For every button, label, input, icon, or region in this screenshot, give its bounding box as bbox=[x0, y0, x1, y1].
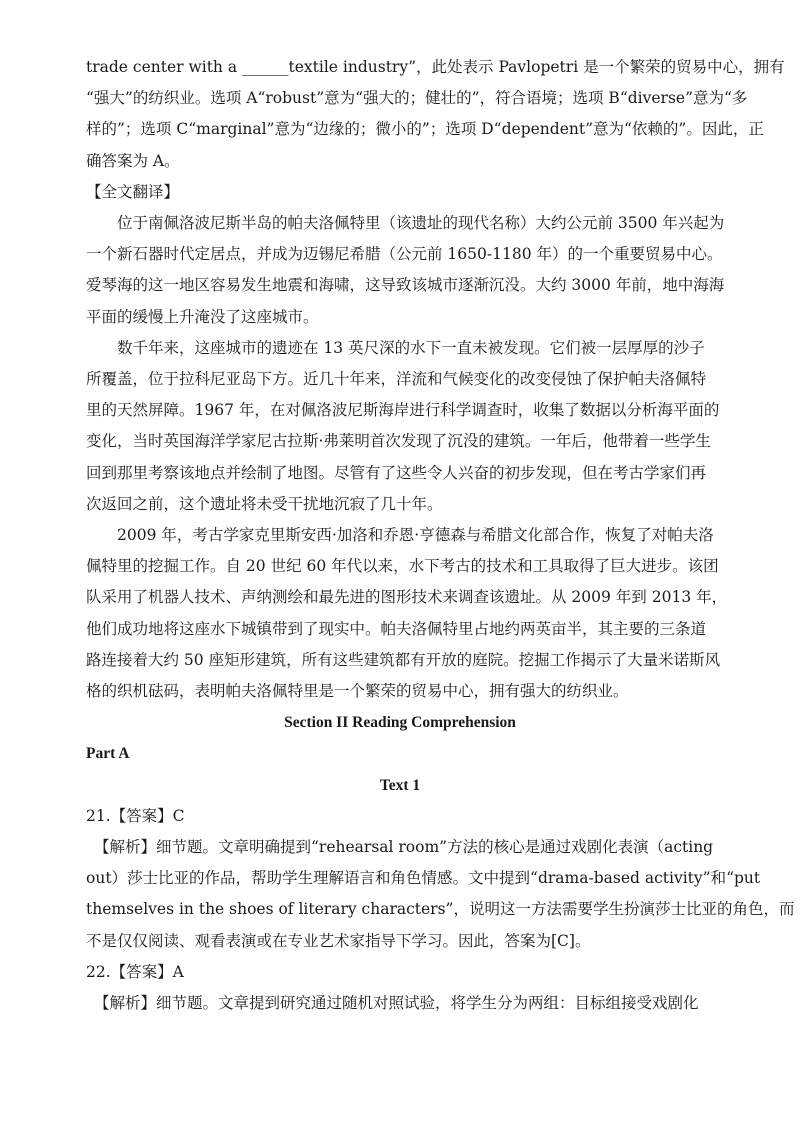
document-page bbox=[86, 52, 795, 1019]
text-line: 所覆盖，位于拉科尼亚岛下方。近几十年来，洋流和气候变化的改变侵蚀了保护帕夫洛佩特 bbox=[86, 370, 707, 389]
text-line: 队采用了机器人技术、声纳测绘和最先进的图形技术来调查该遗址。从 2009 年到 2013 年， bbox=[86, 588, 728, 607]
text-line: 确答案为 A。 bbox=[86, 151, 180, 170]
text-line: 不是仅仅阅读、观看表演或在专业艺术家指导下学习。因此，答案为[C]。 bbox=[86, 931, 591, 950]
text-line: 样的”；选项 C“marginal”意为“边缘的；微小的”；选项 D“dependent”意为“依赖的”。因此，正 bbox=[86, 120, 764, 139]
text-line: 位于南佩洛波尼斯半岛的帕夫洛佩特里（该遗址的现代名称）大约公元前 3500 年兴起为 bbox=[117, 214, 725, 233]
text-line: 【解析】细节题。文章明确提到“rehearsal room”方法的核心是通过戏剧化表演（acting bbox=[94, 838, 714, 857]
text-line: 次返回之前，这个遗址将未受干扰地沉寂了几十年。 bbox=[86, 494, 443, 513]
translation-paragraph-1 bbox=[86, 208, 725, 333]
part-label: Part A bbox=[86, 745, 130, 763]
translation-paragraph-2 bbox=[86, 333, 720, 520]
text-line: 佩特里的挖掘工作。自 20 世纪 60 年代以来，水下考古的技术和工具取得了巨大进步。该团 bbox=[86, 557, 719, 576]
translation-heading: 【全文翻译】 bbox=[86, 182, 180, 201]
section-title: Section II Reading Comprehension bbox=[284, 714, 516, 732]
text-line: 路连接着大约 50 座矩形建筑，所有这些建筑都有开放的庭院。挖掘工作揭示了大量米诺斯风 bbox=[86, 650, 721, 669]
text-line: 格的织机砝码，表明帕夫洛佩特里是一个繁荣的贸易中心，拥有强大的纺织业。 bbox=[86, 682, 629, 701]
question-21-answer: 21.【答案】C bbox=[86, 806, 185, 825]
text-line: 他们成功地将这座水下城镇带到了现实中。帕夫洛佩特里占地约两英亩半，其主要的三条道 bbox=[86, 619, 707, 638]
text-line: 平面的缓慢上升淹没了这座城市。 bbox=[86, 307, 319, 326]
text-line: 变化，当时英国海洋学家尼古拉斯·弗莱明首次发现了沉没的建筑。一年后，他带着一些学生 bbox=[86, 432, 711, 451]
question-21-analysis bbox=[86, 832, 795, 957]
text-line: “强大”的纺织业。选项 A“robust”意为“强大的；健壮的”，符合语境；选项 B“diverse”意为“多 bbox=[86, 89, 748, 108]
text-line: trade center with a ______textile industry”，此处表示 Pavlopetri 是一个繁荣的贸易中心，拥有 bbox=[86, 58, 785, 76]
intro-paragraph bbox=[86, 52, 785, 177]
text-label: Text 1 bbox=[379, 776, 421, 794]
text-line: 一个新石器时代定居点，并成为迈锡尼希腊（公元前 1650-1180 年）的一个重要贸易中心。 bbox=[86, 245, 723, 264]
text-line: out）莎士比亚的作品，帮助学生理解语言和角色情感。文中提到“drama-based activity”和“put bbox=[86, 869, 761, 888]
text-line: 2009 年，考古学家克里斯安西·加洛和乔恩·亨德森与希腊文化部合作，恢复了对帕夫洛 bbox=[117, 526, 714, 545]
text-line: 回到那里考察该地点并绘制了地图。尽管有了这些令人兴奋的初步发现，但在考古学家们再 bbox=[86, 463, 707, 482]
text-line: 爱琴海的这一地区容易发生地震和海啸，这导致该城市逐渐沉没。大约 3000 年前，地中海海 bbox=[86, 276, 725, 295]
question-22-answer: 22.【答案】A bbox=[86, 962, 184, 981]
question-22-analysis bbox=[86, 988, 714, 1019]
text-line: 数千年来，这座城市的遗迹在 13 英尺深的水下一直未被发现。它们被一层厚厚的沙子 bbox=[117, 338, 705, 357]
text-line: 【解析】细节题。文章提到研究通过随机对照试验，将学生分为两组：目标组接受戏剧化 bbox=[94, 994, 699, 1013]
translation-paragraph-3 bbox=[86, 520, 728, 707]
text-line: 里的天然屏障。1967 年，在对佩洛波尼斯海岸进行科学调查时，收集了数据以分析海平面的 bbox=[86, 401, 720, 420]
text-line: themselves in the shoes of literary characters”，说明这一方法需要学生扮演莎士比亚的角色，而 bbox=[86, 900, 795, 919]
